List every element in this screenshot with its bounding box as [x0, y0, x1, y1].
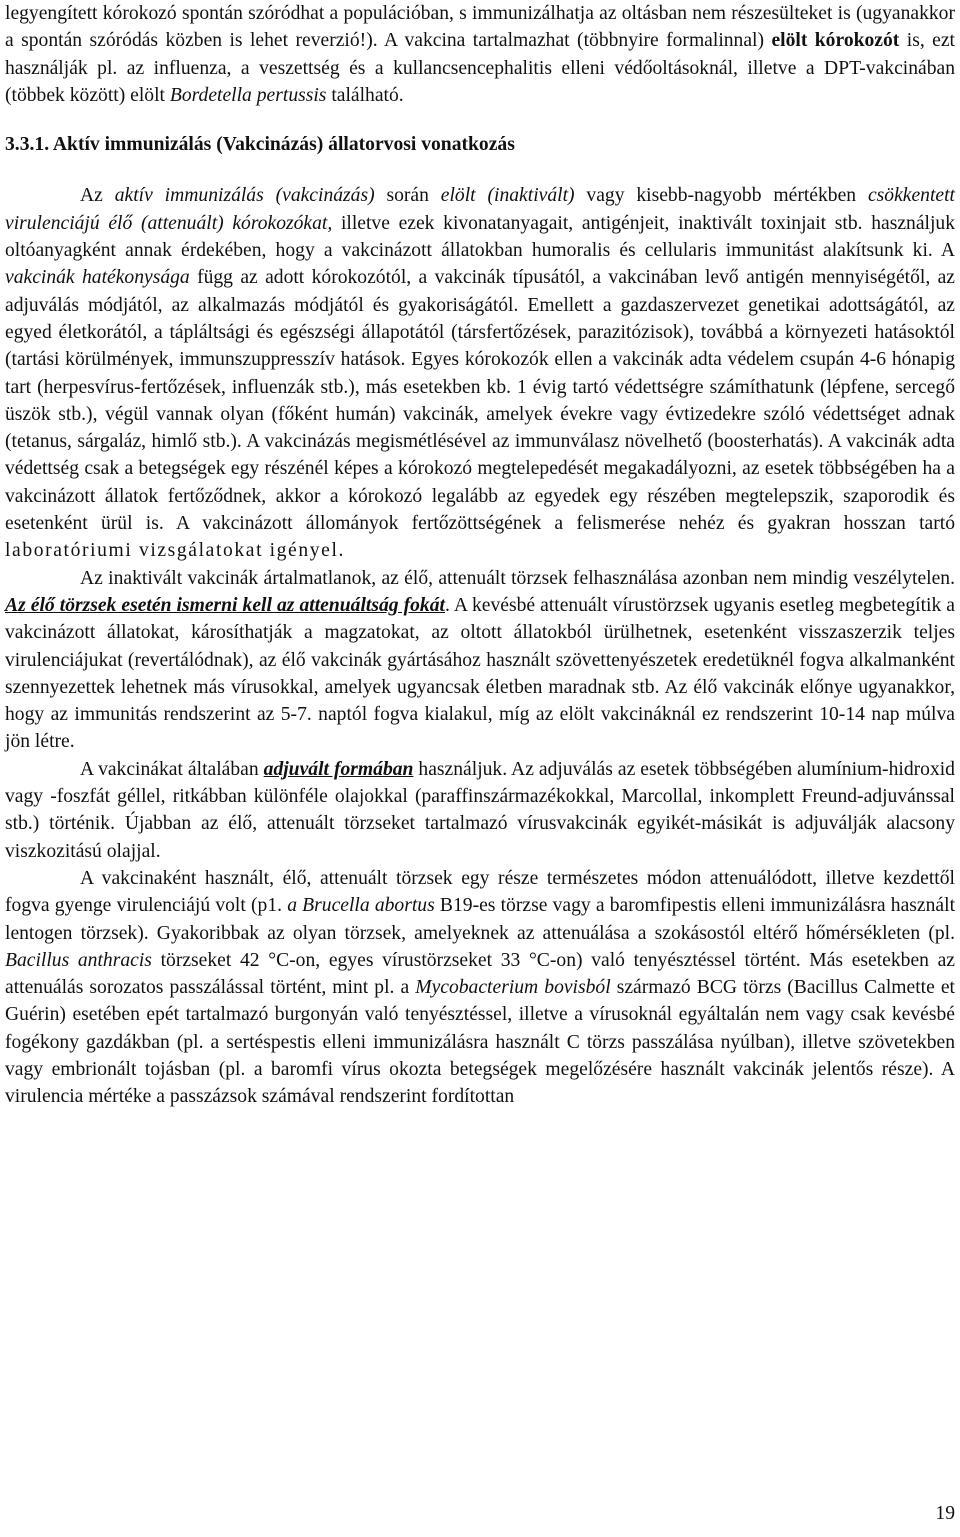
text-run: törzseket 42 °C-on, egyes vírustörzseket 33 °C-on) való tenyésztéssel történt. Más esetekben az attenuálás sorozatos passzálással történt, mint pl. a: [5, 949, 956, 999]
text-run: A vakcinákat általában: [80, 758, 264, 780]
paragraph-attenuated-strains: [5, 865, 955, 1111]
text-run: is, ezt használják pl. az influenza, a veszettség és a kullancsencephalitis elleni védőoltásoknál, illetve a DPT-vakcinában (többek között) elölt: [5, 30, 955, 106]
page-number: 19: [935, 1503, 955, 1524]
text-run: található.: [326, 84, 404, 106]
text-run: illetve ezek kivonatanyagait, antigénjeit, inaktivált toxinjait stb. használjuk oltóanyagként annak érdekében, hogy a vakcinázott állatokban humoralis és cellularis immunitást alakítsunk ki. A: [5, 212, 955, 262]
italic-term: csökkentett virulenciájú élő (attenuált) kórokozókat,: [5, 185, 955, 234]
bold-term: elölt kórokozót: [771, 30, 900, 52]
text-run: legyengített kórokozó spontán szóródhat a populációban, s immunizálhatja az oltásban nem részesülteket is (ugyanakkor a spontán szóródás közben is lehet reverzió!). A vakcina tartalmazhat (többnyire formalinnal): [5, 3, 955, 52]
document-page: [5, 0, 955, 1111]
italic-term: vakcinák hatékonysága: [5, 267, 190, 289]
text-run: származó BCG törzs (Bacillus Calmette et Guérin) esetében epét tartalmazó burgonyán való tenyésztéssel, illetve a vírusoknál egyáltalán nem vagy csak kevésbé fogékony gazdákban (pl. a sertéspestis elleni immunizálásra használt C törzs passzálása nyúlban), illetve szövetekben vagy embrionált tojásban (pl. a baromfi vírus okozta betegségek megelőzésére használt vakcinák jelentős része). A virulencia mértéke a passzázsok számával rendszerint fordítottan: [5, 977, 955, 1108]
text-run: A vakcinaként használt, élő, attenuált törzsek egy része természetes módon attenuálódott, illetve kezdettől fogva gyenge virulenciájú volt (p1.: [5, 867, 955, 917]
text-run: . A kevésbé attenuált vírustörzsek ugyanis esetleg megbetegítik a vakcinázott állatokat, károsíthatják a magzatokat, az oltott állatokból ürülhetnek, esetenként visszaszerzik teljes virulenciájukat (revertálódnak), az élő vakcinák gyártásához használt szövettenyészetek eredetüknél fogva alkalmanként szennyezettek lehetnek más vírusokkal, amelyek ugyancsak életben maradnak stb. Az élő vakcinák előnye ugyanakkor, hogy az immunitás rendszerint az 5-7. naptól fogva kialakul, míg az elölt vakcináknál ez rendszerint 10-14 nap múlva jön létre.: [5, 594, 956, 753]
text-run: vagy kisebb-nagyobb mértékben: [574, 185, 868, 207]
text-run: Az: [80, 185, 115, 207]
italic-term: aktív immunizálás (vakcinázás): [114, 185, 375, 207]
species-name: a Brucella abortus: [287, 895, 435, 917]
text-run: használjuk. Az adjuválás az esetek többségében alumínium-hidroxid vagy -foszfát géllel, ritkábban különféle olajokkal (paraffinszármazékokkal, Marcollal, inkomplett Freund-adjuvánssal stb.) történik. Újabban az élő, attenuált törzseket tartalmazó vírusvakcinák egyikét-másikát is adjuválják alacsony viszkozitású olajjal.: [5, 758, 955, 862]
paragraph-active-immunization: [5, 182, 955, 564]
section-heading: 3.3.1. Aktív immunizálás (Vakcinázás) állatorvosi vonatkozás: [5, 134, 515, 156]
species-name: Bordetella pertussis: [169, 84, 327, 106]
italic-term: elölt (inaktivált): [440, 185, 575, 207]
text-run: B19-es törzse vagy a baromfipestis elleni immunizálásra használt lentogen törzsek). Gyakoribbak az olyan törzsek, amelyeknek az attenuálása a szokásostól eltérő hőmérsékleten (pl.: [5, 895, 956, 944]
text-run: során: [374, 185, 441, 207]
paragraph-inactivated-vaccines: [5, 565, 955, 756]
bold-italic-underlined-phrase: Az élő törzsek esetén ismerni kell az attenuáltság fokát: [5, 594, 445, 616]
paragraph-intro: [5, 0, 955, 109]
species-name: Mycobacterium bovisból: [415, 977, 611, 999]
bold-italic-underlined-phrase: adjuvált formában: [263, 758, 414, 780]
paragraph-adjuvants: [5, 756, 955, 865]
species-name: Bacillus anthracis: [5, 949, 152, 971]
text-run: függ az adott kórokozótól, a vakcinák típusától, a vakcinában levő antigén mennyiségétől, az adjuválás módjától, az alkalmazás módjától és gyakoriságától. Emellett a gazdaszervezet genetikai adottságától, az egyed életkorától, a tápláltsági és egészségi állapotától (társfertőzések, parazitózisok), továbbá a környezeti hatásoktól (tartási körülmények, immunszuppresszív hatások. Egyes kórokozók ellen a vakcinák adta védelem csupán 4-6 hónapig tart (herpesvírus-fertőzések, influenzák stb.), más esetekben kb. 1 évig tartó védettségre számíthatunk (lépfene, sercegő üszök stb.), végül vannak olyan (főként humán) vakcinák, amelyek évekre vagy évtizedekre szóló védettséget adnak (tetanus, sárgaláz, himlő stb.). A vakcinázás megismétlésével az immunválasz növelhető (boosterhatás). A vakcinák adta védettség csak a betegségek egy részénél képes a kórokozó megtelepedését megakadályozni, az esetek többségében ha a vakcinázott állatok fertőződnek, akkor a kórokozó legalább az egyedek egy részében megtelepszik, szaporodik és esetenként ürül is. A vakcinázott állományok fertőzöttségének a felismerése nehéz és gyakran hosszan tartó: [5, 267, 956, 535]
text-run: Az inaktivált vakcinák ártalmatlanok, az élő, attenuált törzsek felhasználása azonban nem mindig veszélytelen.: [80, 567, 955, 589]
spaced-text-run: laboratóriumi vizsgálatokat igényel.: [5, 540, 345, 562]
